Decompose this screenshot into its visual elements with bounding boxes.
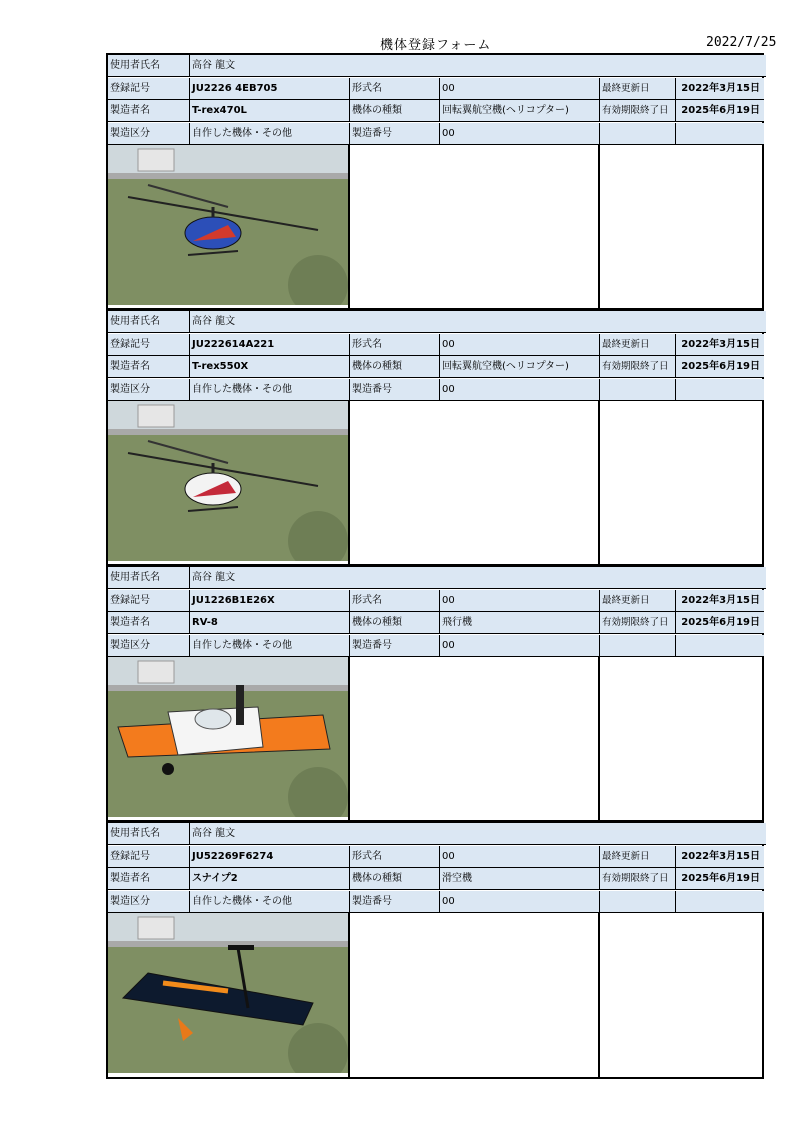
notes-cell [350, 145, 600, 308]
aircraft-record [108, 55, 762, 311]
user-name-label: 使用者氏名 [108, 55, 190, 77]
serial-no-label: 製造番号 [350, 891, 440, 913]
aircraft-type-label: 機体の種類 [350, 100, 440, 122]
last-update-value: 2022年3月15日 [676, 846, 764, 868]
manufacture-class-value: 自作した機体・その他 [190, 123, 350, 145]
blank-value [676, 123, 764, 145]
last-update-label: 最終更新日 [600, 334, 676, 356]
manufacture-class-value: 自作した機体・その他 [190, 635, 350, 657]
manufacturer-label: 製造者名 [108, 868, 190, 890]
helicopter-photo [108, 145, 348, 305]
blank-label [600, 379, 676, 401]
manufacture-class-label: 製造区分 [108, 379, 190, 401]
serial-no-value: 00 [440, 635, 600, 657]
registration-row [108, 846, 764, 868]
reg-no-value: JU1226B1E26X [190, 590, 350, 612]
model-name-value: 00 [440, 334, 600, 356]
aircraft-record [108, 567, 762, 823]
registration-sheet [106, 53, 764, 1079]
user-name-label: 使用者氏名 [108, 823, 190, 845]
user-name-label: 使用者氏名 [108, 311, 190, 333]
extra-cell [600, 401, 762, 564]
blank-value [676, 379, 764, 401]
aircraft-type-label: 機体の種類 [350, 612, 440, 634]
manufacturer-row [108, 612, 764, 634]
manufacture-class-label: 製造区分 [108, 891, 190, 913]
blank-label [600, 635, 676, 657]
last-update-label: 最終更新日 [600, 78, 676, 100]
manufacturer-row [108, 100, 764, 122]
class-row [108, 891, 764, 913]
airplane-photo [108, 657, 348, 817]
extra-cell [600, 145, 762, 308]
reg-no-label: 登録記号 [108, 78, 190, 100]
manufacturer-label: 製造者名 [108, 612, 190, 634]
blank-value [676, 891, 764, 913]
serial-no-label: 製造番号 [350, 123, 440, 145]
document-date: 2022/7/25 [706, 35, 777, 50]
reg-no-label: 登録記号 [108, 846, 190, 868]
blank-label [600, 123, 676, 145]
aircraft-type-value: 回転翼航空機(ヘリコプター) [440, 356, 600, 378]
expiry-label: 有効期限終了日 [600, 356, 676, 378]
manufacture-class-label: 製造区分 [108, 635, 190, 657]
manufacturer-label: 製造者名 [108, 100, 190, 122]
serial-no-label: 製造番号 [350, 635, 440, 657]
manufacture-class-label: 製造区分 [108, 123, 190, 145]
expiry-label: 有効期限終了日 [600, 612, 676, 634]
class-row [108, 635, 764, 657]
model-name-value: 00 [440, 590, 600, 612]
photo-area [108, 145, 762, 308]
manufacture-class-value: 自作した機体・その他 [190, 891, 350, 913]
aircraft-type-value: 飛行機 [440, 612, 600, 634]
notes-cell [350, 913, 600, 1077]
model-name-value: 00 [440, 846, 600, 868]
aircraft-type-value: 滑空機 [440, 868, 600, 890]
user-name-value: 高谷 龍文 [190, 567, 766, 589]
manufacturer-value: T-rex470L [190, 100, 350, 122]
user-name-label: 使用者氏名 [108, 567, 190, 589]
manufacturer-row [108, 868, 764, 890]
manufacturer-value: RV-8 [190, 612, 350, 634]
aircraft-type-label: 機体の種類 [350, 868, 440, 890]
user-row [108, 311, 766, 333]
document-title: 機体登録フォーム [380, 38, 492, 53]
user-name-value: 高谷 龍文 [190, 823, 766, 845]
reg-no-label: 登録記号 [108, 590, 190, 612]
user-name-value: 高谷 龍文 [190, 311, 766, 333]
expiry-value: 2025年6月19日 [676, 100, 764, 122]
last-update-label: 最終更新日 [600, 590, 676, 612]
extra-cell [600, 657, 762, 820]
reg-no-value: JU52269F6274 [190, 846, 350, 868]
notes-cell [350, 657, 600, 820]
aircraft-record [108, 311, 762, 567]
serial-no-label: 製造番号 [350, 379, 440, 401]
manufacture-class-value: 自作した機体・その他 [190, 379, 350, 401]
model-name-label: 形式名 [350, 846, 440, 868]
photo-cell [108, 657, 350, 820]
expiry-label: 有効期限終了日 [600, 868, 676, 890]
model-name-label: 形式名 [350, 78, 440, 100]
expiry-value: 2025年6月19日 [676, 612, 764, 634]
class-row [108, 379, 764, 401]
user-row [108, 823, 766, 845]
expiry-label: 有効期限終了日 [600, 100, 676, 122]
manufacturer-value: T-rex550X [190, 356, 350, 378]
photo-area [108, 401, 762, 564]
serial-no-value: 00 [440, 379, 600, 401]
model-name-value: 00 [440, 78, 600, 100]
last-update-value: 2022年3月15日 [676, 78, 764, 100]
aircraft-type-label: 機体の種類 [350, 356, 440, 378]
expiry-value: 2025年6月19日 [676, 868, 764, 890]
serial-no-value: 00 [440, 891, 600, 913]
last-update-value: 2022年3月15日 [676, 334, 764, 356]
aircraft-type-value: 回転翼航空機(ヘリコプター) [440, 100, 600, 122]
photo-cell [108, 913, 350, 1077]
helicopter-photo [108, 401, 348, 561]
user-row [108, 55, 766, 77]
blank-label [600, 891, 676, 913]
model-name-label: 形式名 [350, 334, 440, 356]
manufacturer-label: 製造者名 [108, 356, 190, 378]
registration-row [108, 78, 764, 100]
class-row [108, 123, 764, 145]
photo-cell [108, 401, 350, 564]
extra-cell [600, 913, 762, 1077]
last-update-value: 2022年3月15日 [676, 590, 764, 612]
serial-no-value: 00 [440, 123, 600, 145]
user-row [108, 567, 766, 589]
registration-row [108, 334, 764, 356]
expiry-value: 2025年6月19日 [676, 356, 764, 378]
photo-area [108, 657, 762, 820]
last-update-label: 最終更新日 [600, 846, 676, 868]
reg-no-value: JU2226 4EB705 [190, 78, 350, 100]
notes-cell [350, 401, 600, 564]
model-name-label: 形式名 [350, 590, 440, 612]
photo-cell [108, 145, 350, 308]
reg-no-value: JU222614A221 [190, 334, 350, 356]
glider-photo [108, 913, 348, 1073]
reg-no-label: 登録記号 [108, 334, 190, 356]
aircraft-record [108, 823, 762, 1077]
photo-area [108, 913, 762, 1077]
manufacturer-row [108, 356, 764, 378]
registration-row [108, 590, 764, 612]
manufacturer-value: スナイプ2 [190, 868, 350, 890]
user-name-value: 高谷 龍文 [190, 55, 766, 77]
blank-value [676, 635, 764, 657]
